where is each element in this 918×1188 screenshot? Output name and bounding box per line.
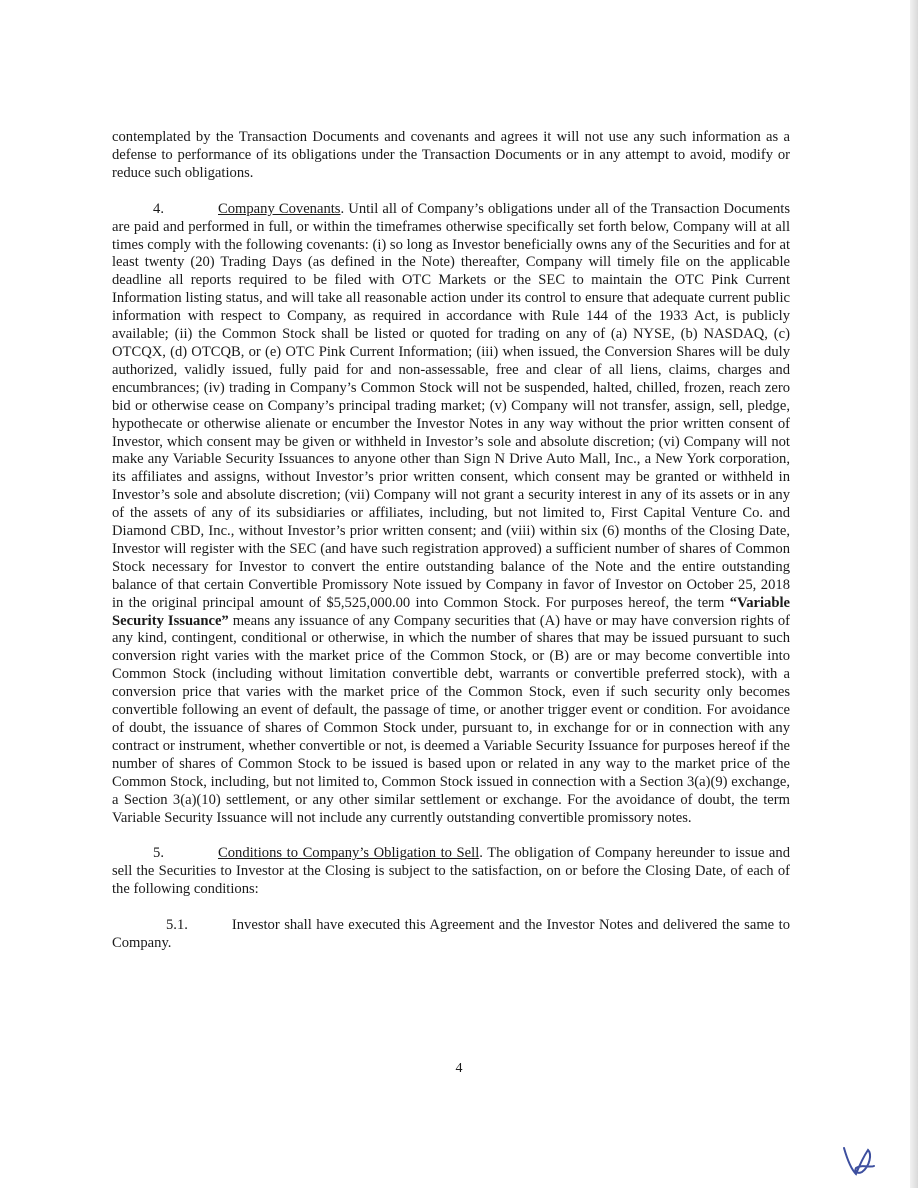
defined-term: “Variable Security Issuance” xyxy=(112,594,790,629)
section-5-1-number: 5.1. xyxy=(166,917,188,934)
page-number: 4 xyxy=(455,1061,463,1076)
section-4-text-a: . Until all of Company’s obligations under all of the Transaction Documents are paid and performed in full, or within the timeframes otherwise specifically set forth below, Company will at all times comply with the following covenants: (i) so long as Investor beneficially owns any of the Securities and for at least twenty (20) Trading Days (as defined in the Note) thereafter, Company will timely file on the applicable deadline all reports required to be filed with OTC Markets or the SEC to maintain the OTC Pink Current Information listing status, and will take all reasonable action under its control to ensure that adequate current public information with respect to Company, as required in accordance with Rule 144 of the 1933 Act, is publicly available; (ii) the Common Stock shall be listed or quoted for trading on any of (a) NYSE, (b) NASDAQ, (c) OTCQX, (d) OTCQB, or (e) OTC Pink Current Information; (iii) when issued, the Conversion Shares will be duly authorized, validly issued, fully paid for and non-assessable, free and clear of all liens, claims, charges and encumbrances; (iv) trading in Company’s Common Stock will not be suspended, halted, chilled, frozen, reach zero bid or otherwise cease on Company’s principal trading market; (v) Company will not transfer, assign, sell, pledge, hypothecate or otherwise alienate or encumber the Investor Notes in any way without the prior written consent of Investor, which consent may be given or withheld in Investor’s sole and absolute discretion; (vi) Company will not make any Variable Security Issuances to anyone other than Sign N Drive Auto Mall, Inc., a New York corporation, its affiliates and assigns, without Investor’s prior written consent, which consent may be granted or withheld in Investor’s sole and absolute discretion; (vii) Company will not grant a security interest in any of its assets or in any of the assets of any of its subsidiaries or affiliates, including, but not limited to, First Capital Venture Co. and Diamond CBD, Inc., without Investor’s prior written consent; and (viii) within six (6) months of the Closing Date, Investor will register with the SEC (and have such registration approved) a sufficient number of shares of Common Stock necessary for Investor to convert the entire outstanding balance of the Note and the entire outstanding balance of that certain Convertible Promissory Note issued by Company in favor of Investor on October 25, 2018 in the original principal amount of $5,525,000.00 into Common Stock. For purposes hereof, the term xyxy=(112,200,791,611)
section-4-text-b: means any issuance of any Company securities that (A) have or may have conversion rights of any kind, contingent, conditional or otherwise, in which the number of shares that may be issued pursuant to such conversion right varies with the market price of the Common Stock, or (B) are or may become convertible into Common Stock (including without limitation convertible debt, warrants or convertible preferred stock), with a conversion price that varies with the market price of the Common Stock, even if such security only becomes convertible following an event of default, the passage of time, or another trigger event or condition. For avoidance of doubt, the issuance of shares of Common Stock under, pursuant to, in exchange for or in connection with any contract or instrument, whether convertible or not, is deemed a Variable Security Issuance for purposes hereof if the number of shares of Common Stock to be issued is based upon or related in any way to the market price of the Common Stock, including, but not limited to, Common Stock issued in connection with a Section 3(a)(9) exchange, a Section 3(a)(10) settlement, or any other similar settlement or exchange. For the avoidance of doubt, the term Variable Security Issuance will not include any currently outstanding convertible promissory notes. xyxy=(112,612,790,826)
section-5-number: 5. xyxy=(153,845,164,862)
document-page xyxy=(112,129,790,953)
section-4-heading: Company Covenants xyxy=(218,200,341,217)
section-5-1-paragraph xyxy=(112,917,790,953)
section-4-number: 4. xyxy=(153,200,164,217)
section-5-text: . The obligation of Company hereunder to issue and sell the Securities to Investor at the Closing is subject to the satisfaction, on or before the Closing Date, of each of the following conditions: xyxy=(112,845,790,898)
handwritten-initials xyxy=(838,1140,878,1180)
continuation-paragraph: contemplated by the Transaction Documents and covenants and agrees it will not use any such information as a defense to performance of its obligations under the Transaction Documents or in any attempt to avoid, modify or reduce such obligations. xyxy=(112,129,790,181)
section-5-1-text: Investor shall have executed this Agreement and the Investor Notes and delivered the same to Company. xyxy=(112,917,790,952)
section-4-paragraph xyxy=(112,201,790,828)
scan-edge-shadow xyxy=(910,0,918,1188)
section-5-paragraph xyxy=(112,845,790,899)
section-5-heading: Conditions to Company’s Obligation to Sell xyxy=(218,845,480,862)
